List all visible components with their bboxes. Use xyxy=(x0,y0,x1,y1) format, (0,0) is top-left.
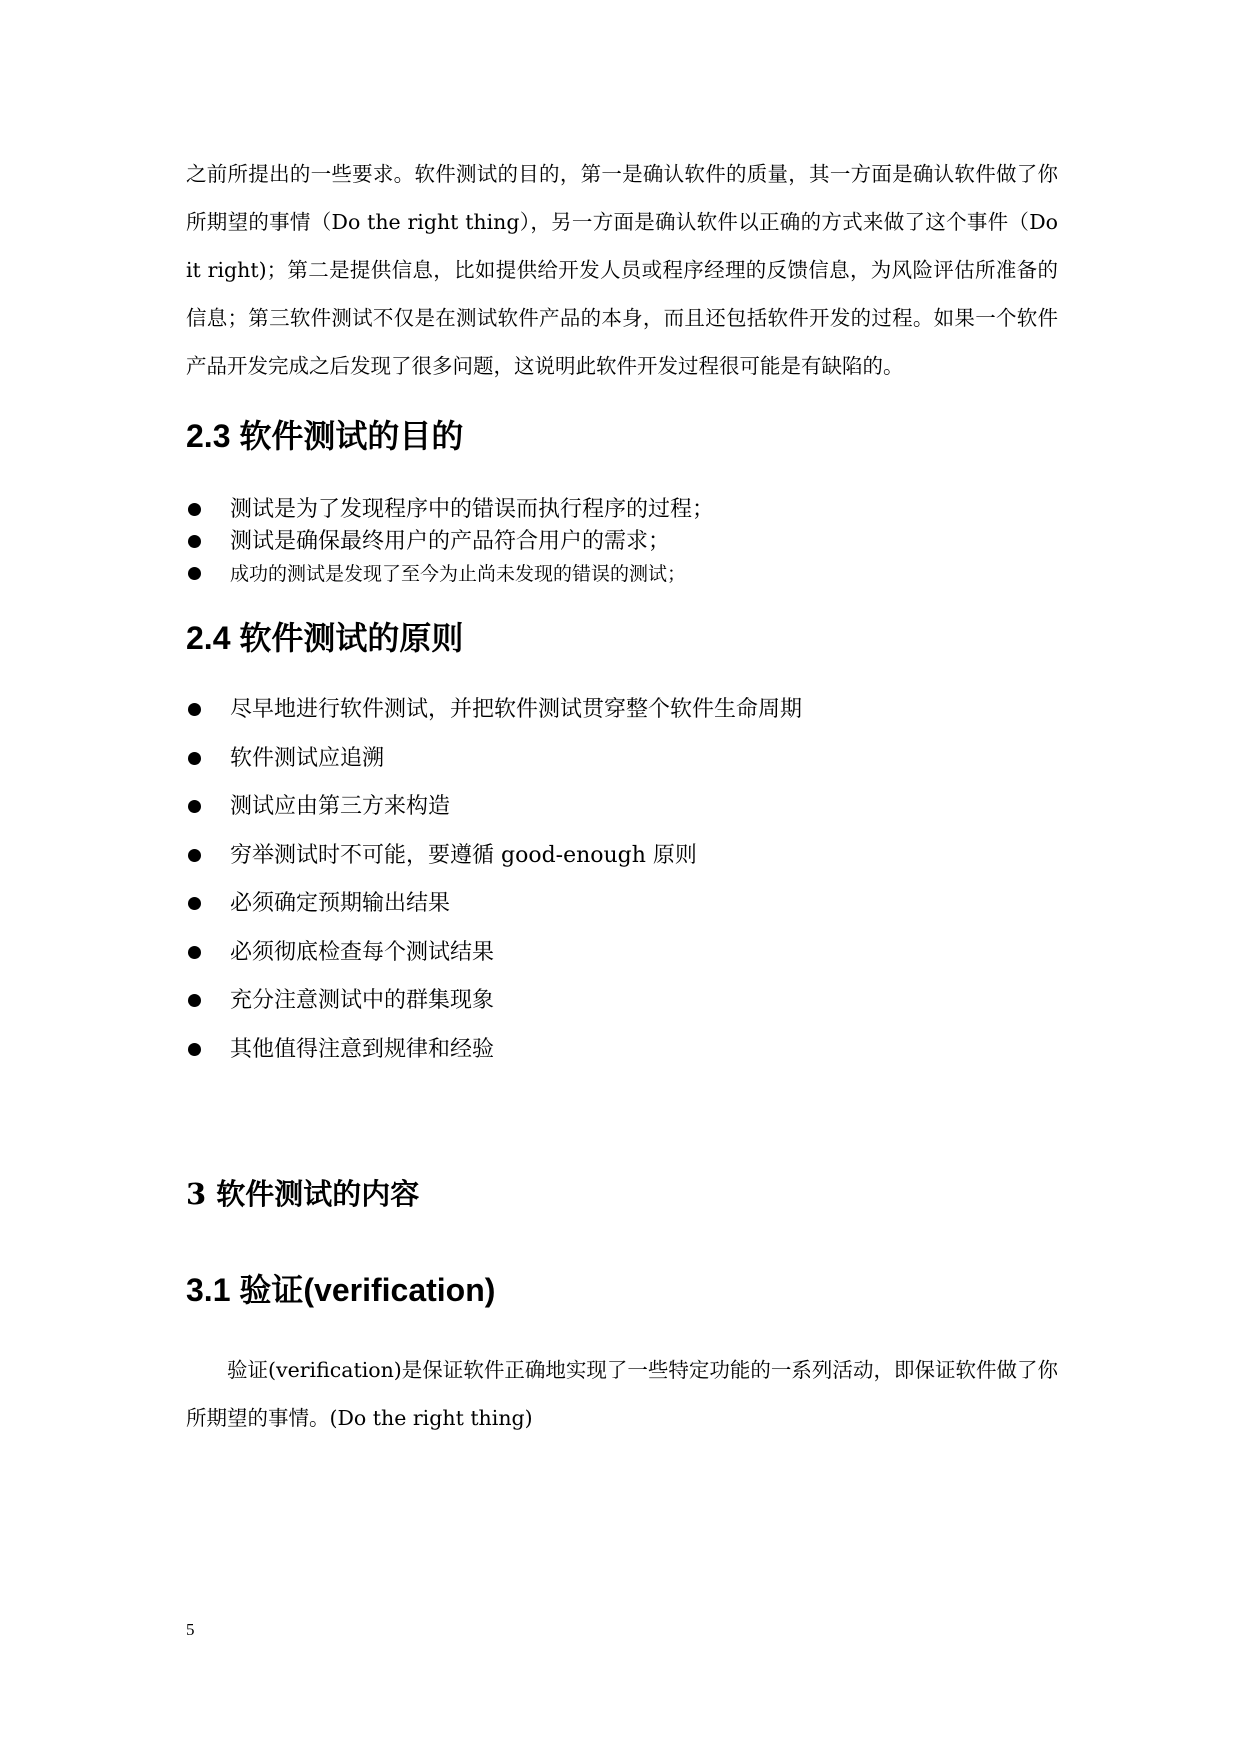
list-item xyxy=(186,880,1058,929)
bullet-icon xyxy=(188,567,201,580)
list-item xyxy=(186,526,1058,558)
list-item xyxy=(186,1026,1058,1075)
list-item-text: 必须彻底检查每个测试结果 xyxy=(230,939,495,965)
list-item-text: 测试是为了发现程序中的错误而执行程序的过程； xyxy=(230,497,715,522)
list-item-text: 测试应由第三方来构造 xyxy=(230,794,451,819)
list-item-text: 尽早地进行软件测试，并把软件测试贯穿整个软件生命周期 xyxy=(230,697,803,722)
section-2-4-list xyxy=(186,686,1058,1074)
list-item-text: 穷举测试时不可能，要遵循 good-enough 原则 xyxy=(230,842,697,868)
list-item xyxy=(186,686,1058,735)
bullet-icon xyxy=(188,703,201,716)
list-item xyxy=(186,783,1058,832)
section-3-1-heading: 3.1 验证(verification) xyxy=(186,1272,496,1308)
list-item-text: 其他值得注意到规律和经验 xyxy=(230,1036,495,1062)
section-2-3-heading: 2.3 软件测试的目的 xyxy=(186,418,464,454)
page-content xyxy=(186,150,1058,1442)
section-3-1-paragraph: 验证(verification)是保证软件正确地实现了一些特定功能的一系列活动，即保证软件做了你所期望的事情。(Do the right thing) xyxy=(186,1358,1058,1430)
bullet-icon xyxy=(188,1043,201,1056)
bullet-icon xyxy=(188,503,201,516)
list-item xyxy=(186,832,1058,881)
bullet-icon xyxy=(188,897,201,910)
bullet-icon xyxy=(188,535,201,548)
list-item-text: 成功的测试是发现了至今为止尚未发现的错误的测试； xyxy=(230,563,687,585)
page-number: 5 xyxy=(186,1620,195,1639)
list-item xyxy=(186,735,1058,784)
list-item xyxy=(186,929,1058,978)
section-2-3-list xyxy=(186,494,1058,590)
bullet-icon xyxy=(188,752,201,765)
bullet-icon xyxy=(188,994,201,1007)
list-item-text: 测试是确保最终用户的产品符合用户的需求； xyxy=(230,529,671,554)
bullet-icon xyxy=(188,946,201,959)
section-3-heading: 3 软件测试的内容 xyxy=(186,1177,420,1211)
list-item xyxy=(186,558,1058,590)
list-item xyxy=(186,977,1058,1026)
list-item-text: 必须确定预期输出结果 xyxy=(230,891,451,916)
list-item-text: 充分注意测试中的群集现象 xyxy=(230,988,495,1013)
bullet-icon xyxy=(188,849,201,862)
list-item xyxy=(186,494,1058,526)
intro-paragraph: 之前所提出的一些要求。软件测试的目的，第一是确认软件的质量，其一方面是确认软件做了你所期望的事情（Do the right thing），另一方面是确认软件以正确的方式来做了这个事件（Do it right)；第二是提供信息，比如提供给开发人员或程序经理的反馈信息，为风险评估所准备的信息；第三软件测试不仅是在测试软件产品的本身，而且还包括软件开发的过程。如果一个软件产品开发完成之后发现了很多问题，这说明此软件开发过程很可能是有缺陷的。 xyxy=(186,162,1058,378)
section-2-4-heading: 2.4 软件测试的原则 xyxy=(186,620,464,656)
list-item-text: 软件测试应追溯 xyxy=(230,745,385,771)
bullet-icon xyxy=(188,800,201,813)
